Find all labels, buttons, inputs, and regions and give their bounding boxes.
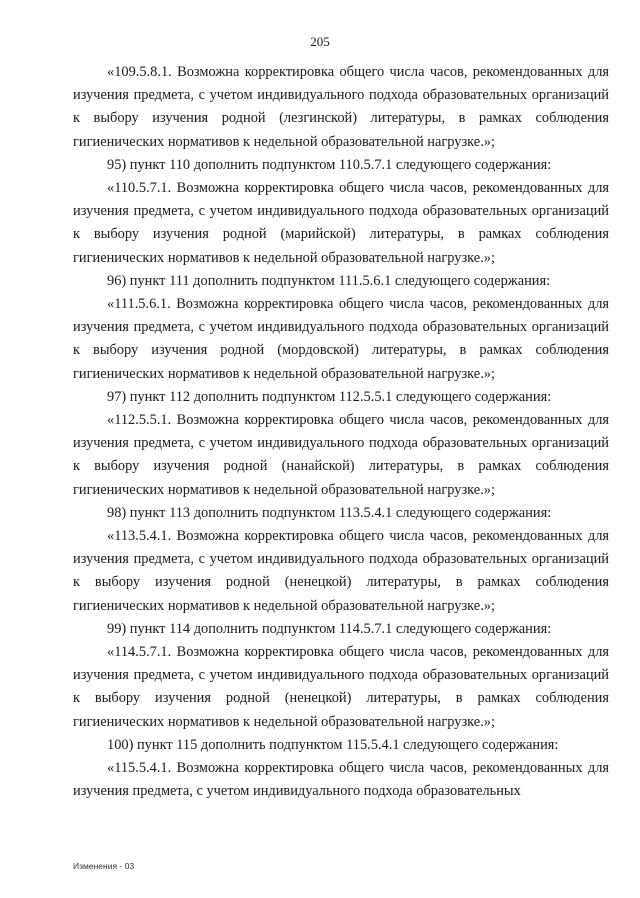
paragraph-114-5-7-1: «114.5.7.1. Возможна корректировка общего числа часов, рекомендованных для изучения предмета, с учетом индивидуального подхода образовательных организаций к выбору изучения родной (ненецкой) литературы, в рамках соблюдения гигиенических нормативов к недельной образовательной нагрузке.»; (73, 644, 609, 730)
paragraph-112-5-5-1: «112.5.5.1. Возможна корректировка общего числа часов, рекомендованных для изучения предмета, с учетом индивидуального подхода образовательных организаций к выбору изучения родной (нанайской) литературы, в рамках соблюдения гигиенических нормативов к недельной образовательной нагрузке.»; (73, 412, 609, 498)
paragraph-111-5-6-1: «111.5.6.1. Возможна корректировка общего числа часов, рекомендованных для изучения предмета, с учетом индивидуального подхода образовательных организаций к выбору изучения родной (мордовской) литературы, в рамках соблюдения гигиенических нормативов к недельной образовательной нагрузке.»; (73, 296, 609, 382)
paragraph-109-5-8-1: «109.5.8.1. Возможна корректировка общего числа часов, рекомендованных для изучения предмета, с учетом индивидуального подхода образовательных организаций к выбору изучения родной (лезгинской) литературы, в рамках соблюдения гигиенических нормативов к недельной образовательной нагрузке.»; (73, 64, 609, 150)
paragraph-item-95: 95) пункт 110 дополнить подпунктом 110.5.7.1 следующего содержания: (107, 156, 552, 173)
document-body (73, 61, 609, 804)
page-number: 205 (310, 34, 330, 49)
paragraph-113-5-4-1: «113.5.4.1. Возможна корректировка общего числа часов, рекомендованных для изучения предмета, с учетом индивидуального подхода образовательных организаций к выбору изучения родной (ненецкой) литературы, в рамках соблюдения гигиенических нормативов к недельной образовательной нагрузке.»; (73, 528, 609, 614)
paragraph-item-100: 100) пункт 115 дополнить подпунктом 115.5.4.1 следующего содержания: (107, 736, 559, 753)
paragraph-item-99: 99) пункт 114 дополнить подпунктом 114.5.7.1 следующего содержания: (107, 620, 552, 637)
paragraph-115-5-4-1: «115.5.4.1. Возможна корректировка общего числа часов, рекомендованных для изучения предмета, с учетом индивидуального подхода образовательных (73, 760, 609, 800)
page-footer: Изменения - 03 (73, 861, 135, 871)
paragraph-110-5-7-1: «110.5.7.1. Возможна корректировка общего числа часов, рекомендованных для изучения предмета, с учетом индивидуального подхода образовательных организаций к выбору изучения родной (марийской) литературы, в рамках соблюдения гигиенических нормативов к недельной образовательной нагрузке.»; (73, 180, 609, 266)
paragraph-item-97: 97) пункт 112 дополнить подпунктом 112.5.5.1 следующего содержания: (107, 388, 552, 405)
paragraph-item-96: 96) пункт 111 дополнить подпунктом 111.5.6.1 следующего содержания: (107, 272, 551, 289)
paragraph-item-98: 98) пункт 113 дополнить подпунктом 113.5.4.1 следующего содержания: (107, 504, 552, 521)
